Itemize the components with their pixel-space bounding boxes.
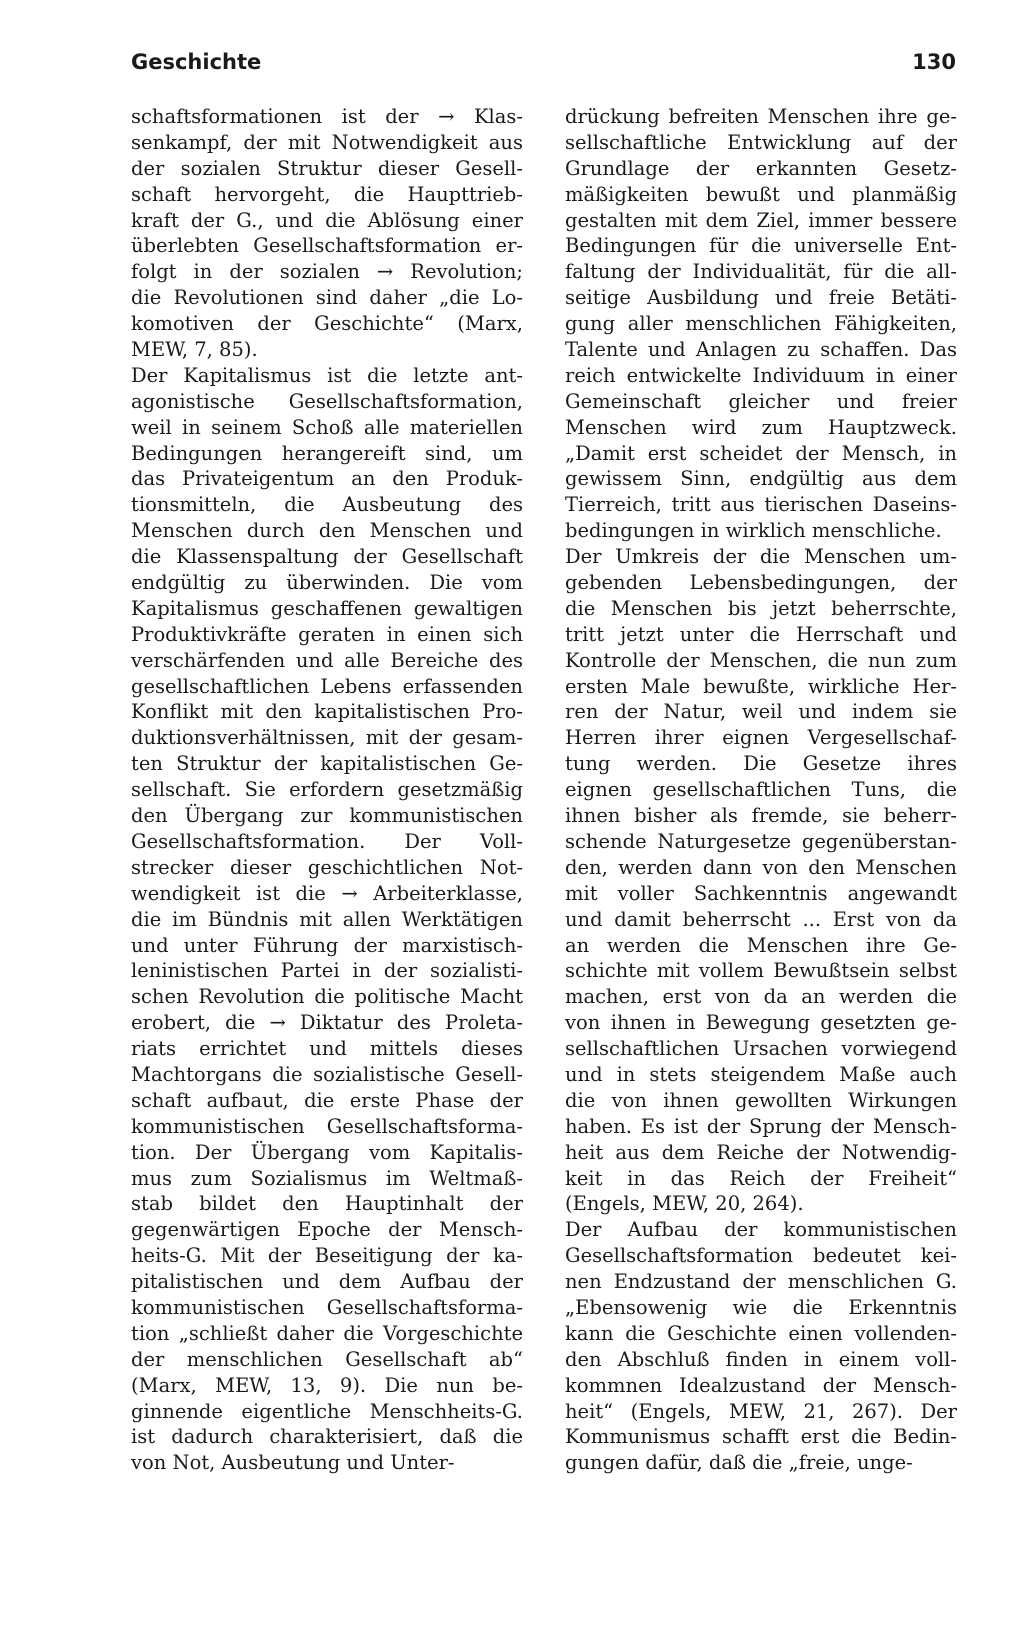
text-line: duktionsverhältnissen, mit der gesam- (131, 726, 523, 750)
text-line: agonistische Gesellschaftsformation, (131, 389, 523, 413)
text-line: und damit beherrscht ... Erst von da (565, 907, 957, 931)
text-line: die Revolutionen sind daher „die Lo- (131, 286, 523, 310)
text-line: der sozialen Struktur dieser Gesell- (131, 156, 523, 180)
text-line: strecker dieser geschichtlichen Not- (131, 855, 523, 879)
text-line: drückung befreiten Menschen ihre ge- (565, 105, 957, 128)
text-line: ersten Male bewußte, wirkliche Her- (565, 674, 957, 698)
text-line: ren der Natur, weil und indem sie (565, 700, 957, 724)
text-line: erobert, die → Diktatur des Proleta- (131, 1011, 523, 1035)
text-line: senkampf, der mit Notwendigkeit aus (131, 130, 523, 154)
text-line: riats errichtet und mittels dieses (131, 1037, 523, 1061)
text-line: Herren ihrer eignen Vergesellschaf- (565, 726, 957, 750)
text-line: den Abschluß finden in einem voll- (565, 1347, 957, 1371)
text-line: faltung der Individualität, für die all- (565, 260, 957, 284)
text-line: verschärfenden und alle Bereiche des (131, 648, 523, 672)
text-line: gesellschaftlichen Lebens erfassenden (131, 674, 523, 698)
text-line: kraft der G., und die Ablösung einer (131, 208, 523, 232)
text-line: und in stets steigendem Maße auch (565, 1062, 957, 1086)
text-line: bedingungen in wirklich menschliche. (565, 519, 942, 543)
text-line: kann die Geschichte einen vollenden- (565, 1321, 957, 1345)
text-line: gebenden Lebensbedingungen, der (565, 571, 957, 595)
text-line: tritt jetzt unter die Herrschaft und (565, 622, 957, 646)
text-line: Menschen wird zum Hauptzweck. (565, 415, 957, 439)
text-line: machen, erst von da an werden die (565, 985, 957, 1009)
text-line: tung werden. Die Gesetze ihres (565, 752, 957, 776)
text-line: schen Revolution die politische Macht (131, 985, 523, 1009)
text-line: sellschaftlichen Ursachen vorwiegend (565, 1037, 957, 1061)
text-line: Konflikt mit den kapitalistischen Pro- (131, 700, 523, 724)
text-line: keit in das Reich der Freiheit“ (565, 1166, 957, 1190)
text-line: Grundlage der erkannten Gesetz- (565, 156, 957, 180)
text-line: Produktivkräfte geraten in einen sich (131, 622, 523, 646)
text-line: nen Endzustand der menschlichen G. (565, 1270, 957, 1294)
text-line: tionsmitteln, die Ausbeutung des (131, 493, 523, 517)
text-line: tion. Der Übergang vom Kapitalis- (131, 1140, 523, 1164)
text-line: reich entwickelte Individuum in einer (565, 363, 957, 387)
text-line: gestalten mit dem Ziel, immer bessere (565, 208, 957, 232)
text-line: gegenwärtigen Epoche der Mensch- (131, 1218, 523, 1242)
text-line: wendigkeit ist die → Arbeiterklasse, (131, 881, 523, 905)
text-line: ist dadurch charakterisiert, daß die (131, 1425, 523, 1449)
text-line: Kontrolle der Menschen, die nun zum (565, 648, 957, 672)
text-line: Kapitalismus geschaffenen gewaltigen (131, 596, 523, 620)
text-line: sellschaftliche Entwicklung auf der (565, 130, 957, 154)
text-line: das Privateigentum an den Produk- (131, 467, 523, 491)
text-line: Der Umkreis der die Menschen um- (565, 545, 957, 569)
text-line: schaft hervorgeht, die Haupttrieb- (131, 182, 523, 206)
text-line: Bedingungen für die universelle Ent- (565, 234, 957, 258)
text-line: überlebten Gesellschaftsformation er- (131, 234, 523, 258)
text-line: folgt in der sozialen → Revolution; (131, 260, 523, 284)
text-line: MEW, 7, 85). (131, 338, 258, 362)
text-line: gungen dafür, daß die „freie, unge- (565, 1451, 913, 1475)
text-line: heit“ (Engels, MEW, 21, 267). Der (565, 1399, 957, 1423)
text-line: eignen gesellschaftlichen Tuns, die (565, 778, 957, 802)
text-line: ten Struktur der kapitalistischen Ge- (131, 752, 523, 776)
text-line: seitige Ausbildung und freie Betäti- (565, 286, 957, 310)
text-line: schende Naturgesetze gegenüberstan- (565, 829, 957, 853)
text-line: kommunistischen Gesellschaftsforma- (131, 1295, 523, 1319)
text-line: Gemeinschaft gleicher und freier (565, 389, 957, 413)
text-line: von ihnen in Bewegung gesetzten ge- (565, 1011, 957, 1035)
text-line: Gesellschaftsformation bedeutet kei- (565, 1244, 957, 1268)
text-line: schaftsformationen ist der → Klas- (131, 105, 523, 128)
text-line: Talente und Anlagen zu schaffen. Das (565, 338, 957, 362)
text-line: „Damit erst scheidet der Mensch, in (565, 441, 957, 465)
left-column (131, 104, 523, 1476)
text-line: leninistischen Partei in der sozialisti- (131, 959, 523, 983)
text-line: die im Bündnis mit allen Werktätigen (131, 907, 523, 931)
text-line: und unter Führung der marxistisch- (131, 933, 523, 957)
text-line: Bedingungen herangereift sind, um (131, 441, 523, 465)
text-line: die Menschen bis jetzt beherrschte, (565, 596, 957, 620)
text-line: weil in seinem Schoß alle materiellen (131, 415, 523, 439)
text-line: schichte mit vollem Bewußtsein selbst (565, 959, 957, 983)
text-line: Der Kapitalismus ist die letzte ant- (131, 363, 523, 387)
right-column (565, 104, 957, 1476)
text-line: Gesellschaftsformation. Der Voll- (131, 829, 523, 853)
text-line: Der Aufbau der kommunistischen (565, 1218, 957, 1242)
text-line: die von ihnen gewollten Wirkungen (565, 1088, 957, 1112)
text-line: tion „schließt daher die Vorgeschichte (131, 1321, 523, 1345)
text-line: kommnen Idealzustand der Mensch- (565, 1373, 957, 1397)
text-line: haben. Es ist der Sprung der Mensch- (565, 1114, 957, 1138)
text-line: der menschlichen Gesellschaft ab“ (131, 1347, 523, 1371)
text-line: ginnende eigentliche Menschheits-G. (131, 1399, 523, 1423)
text-line: kommunistischen Gesellschaftsforma- (131, 1114, 523, 1138)
text-line: gewissem Sinn, endgültig aus dem (565, 467, 957, 491)
text-line: „Ebensowenig wie die Erkenntnis (565, 1295, 957, 1319)
text-line: endgültig zu überwinden. Die vom (131, 571, 523, 595)
text-line: den Übergang zur kommunistischen (131, 804, 523, 828)
running-title: Geschichte (131, 50, 262, 74)
text-line: stab bildet den Hauptinhalt der (131, 1192, 523, 1216)
text-line: schaft aufbaut, die erste Phase der (131, 1088, 523, 1112)
text-line: heits-G. Mit der Beseitigung der ka- (131, 1244, 523, 1268)
text-line: komotiven der Geschichte“ (Marx, (131, 312, 523, 336)
page-header (131, 50, 956, 90)
text-line: gung aller menschlichen Fähigkeiten, (565, 312, 957, 336)
text-line: von Not, Ausbeutung und Unter- (131, 1451, 455, 1475)
text-line: Menschen durch den Menschen und (131, 519, 523, 543)
text-line: mus zum Sozialismus im Weltmaß- (131, 1166, 523, 1190)
text-line: Machtorgans die sozialistische Gesell- (131, 1062, 523, 1086)
text-line: Tierreich, tritt aus tierischen Daseins- (565, 493, 957, 517)
text-line: pitalistischen und dem Aufbau der (131, 1270, 523, 1294)
text-line: ihnen bisher als fremde, sie beherr- (565, 804, 957, 828)
text-line: den, werden dann von den Menschen (565, 855, 957, 879)
text-line: mit voller Sachkenntnis angewandt (565, 881, 957, 905)
text-line: mäßigkeiten bewußt und planmäßig (565, 182, 957, 206)
text-line: sellschaft. Sie erfordern gesetzmäßig (131, 778, 523, 802)
text-line: (Marx, MEW, 13, 9). Die nun be- (131, 1373, 523, 1397)
text-line: (Engels, MEW, 20, 264). (565, 1192, 804, 1216)
text-line: heit aus dem Reiche der Notwendig- (565, 1140, 957, 1164)
text-line: an werden die Menschen ihre Ge- (565, 933, 957, 957)
page-number: 130 (912, 50, 956, 74)
text-line: die Klassenspaltung der Gesellschaft (131, 545, 523, 569)
text-line: Kommunismus schafft erst die Bedin- (565, 1425, 957, 1449)
